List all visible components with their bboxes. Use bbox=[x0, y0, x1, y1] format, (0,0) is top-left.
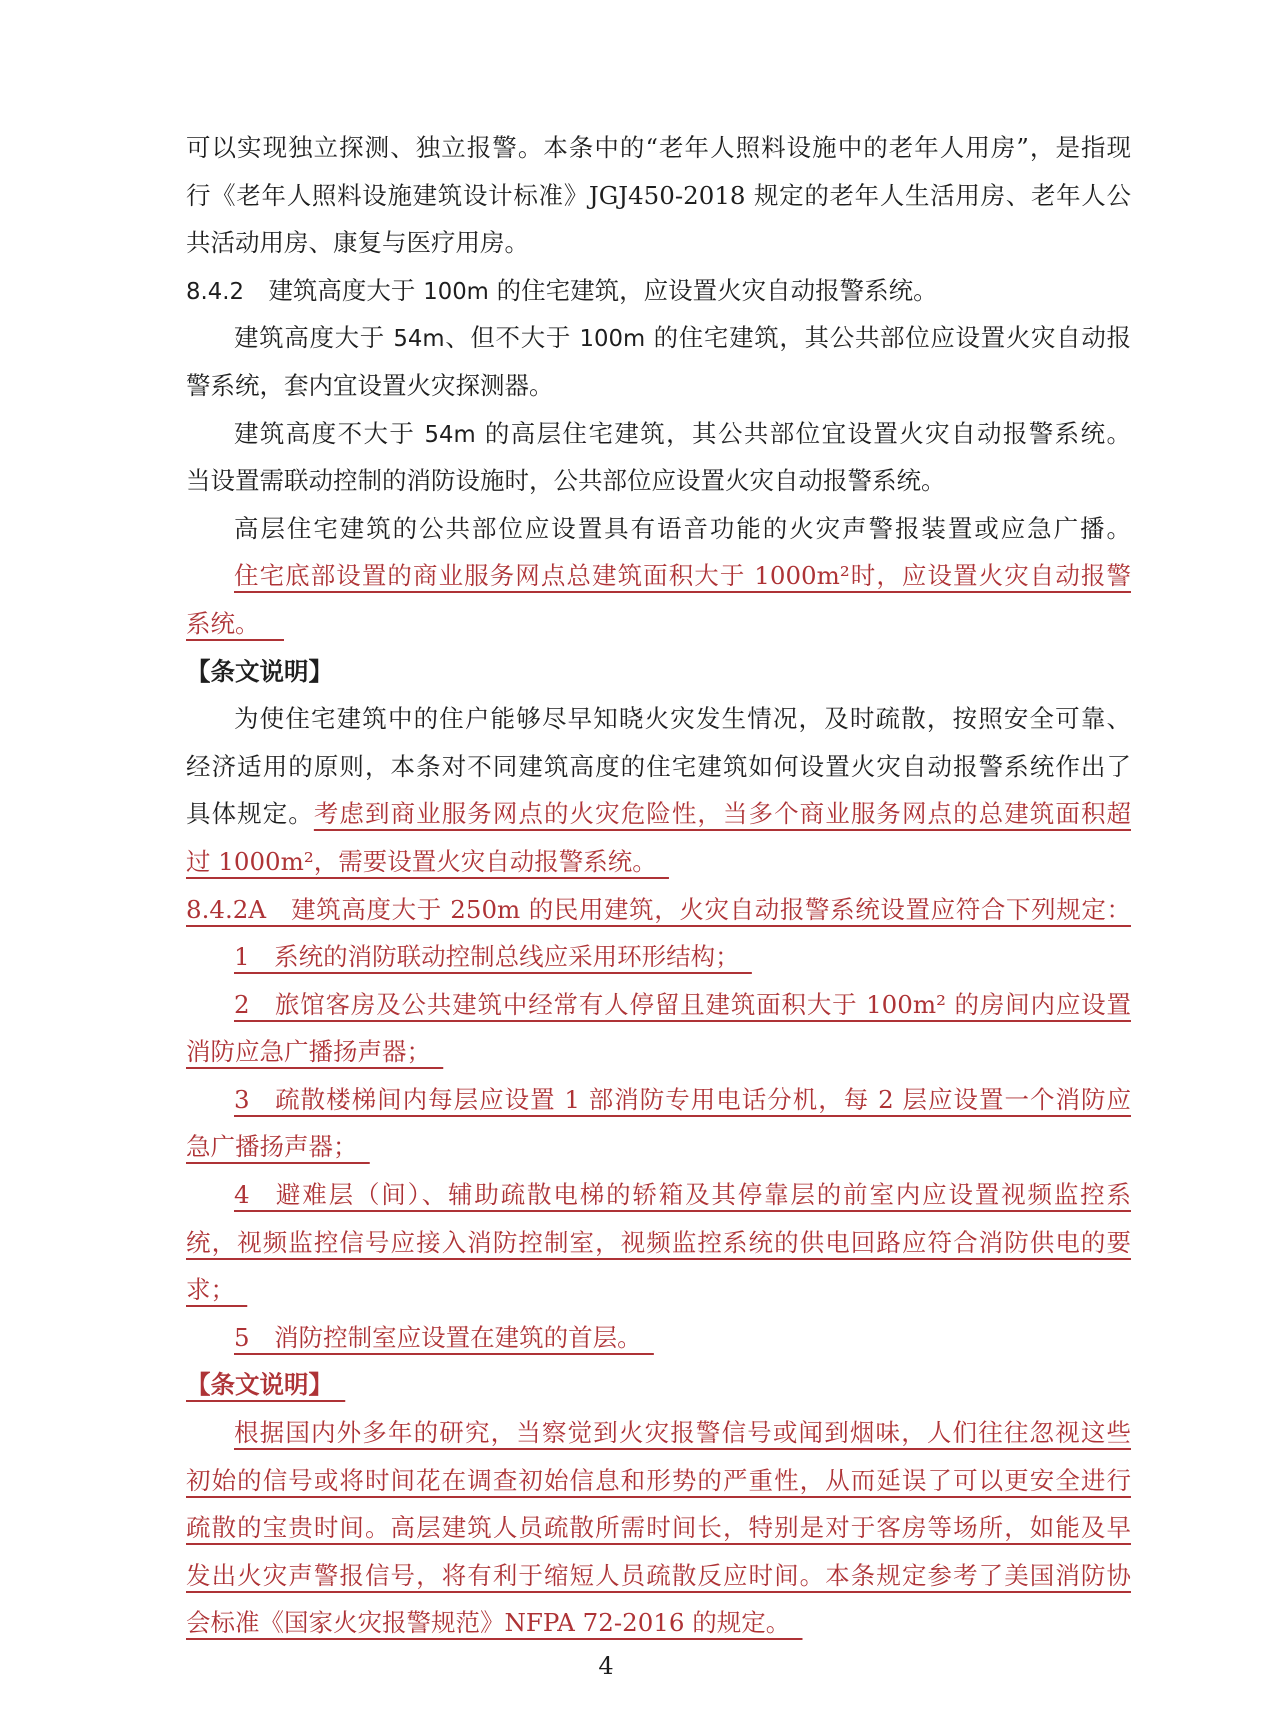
revision-text: 住宅底部设置的商业服务网点总建筑面积大于 1000m²时，应设置火灾自动报警 bbox=[234, 561, 1131, 591]
revision-text: 5 消防控制室应设置在建筑的首层。 bbox=[234, 1322, 654, 1352]
text-line bbox=[186, 124, 1131, 172]
text-line bbox=[186, 267, 1131, 315]
revision-text: 疏散的宝贵时间。高层建筑人员疏散所需时间长，特别是对于客房等场所，如能及早 bbox=[186, 1513, 1131, 1543]
text-line bbox=[186, 695, 1131, 743]
text-line bbox=[186, 1599, 1131, 1647]
body-text: 建筑高度大于 bbox=[234, 323, 394, 353]
text-line bbox=[186, 1028, 1131, 1076]
text-line bbox=[186, 648, 1131, 696]
body-text: 的住宅建筑，应设置火灾自动报警系统。 bbox=[488, 275, 938, 305]
revision-text: 急广播扬声器； bbox=[186, 1132, 370, 1162]
text-line bbox=[186, 1266, 1131, 1314]
body-text: 可以实现独立探测、独立报警。本条中的“老年人照料设施中的老年人用房”，是指现 bbox=[186, 133, 1131, 162]
body-text: 的高层住宅建筑，其公共部位宜设置火灾自动报警系统。 bbox=[475, 418, 1131, 448]
body-text: 警系统，套内宜设置火灾探测器。 bbox=[186, 370, 554, 400]
body-text: 【条文说明】 bbox=[186, 656, 333, 686]
revision-text: 4 避难层（间）、辅助疏散电梯的轿箱及其停靠层的前室内应设置视频监控系 bbox=[234, 1180, 1131, 1210]
body-text: 高层住宅建筑的公共部位应设置具有语音功能的火灾声警报装置或应急广播。 bbox=[234, 513, 1131, 543]
text-line bbox=[186, 838, 1131, 886]
revision-text: 消防应急广播扬声器； bbox=[186, 1037, 444, 1067]
text-line bbox=[186, 1409, 1131, 1457]
text-line bbox=[186, 1123, 1131, 1171]
revision-text: 统，视频监控信号应接入消防控制室，视频监控系统的供电回路应符合消防供电的要 bbox=[186, 1227, 1131, 1257]
text-line bbox=[186, 981, 1131, 1029]
revision-text: 8.4.2A 建筑高度大于 250m 的民用建筑，火灾自动报警系统设置应符合下列规定： bbox=[186, 894, 1131, 924]
revision-text: 系统。 bbox=[186, 608, 284, 638]
text-line bbox=[186, 1219, 1131, 1267]
revision-text: 会标准《国家火灾报警规范》NFPA 72-2016 的规定。 bbox=[186, 1608, 803, 1638]
revision-text: 根据国内外多年的研究，当察觉到火灾报警信号或闻到烟味，人们往往忽视这些 bbox=[234, 1418, 1131, 1448]
body-text: 建筑高度大于 bbox=[243, 275, 424, 305]
text-line bbox=[186, 457, 1131, 505]
text-line bbox=[186, 362, 1131, 410]
text-line bbox=[186, 790, 1131, 838]
body-text: 建筑高度不大于 bbox=[234, 418, 425, 448]
body-text: 100m bbox=[423, 278, 489, 305]
text-line bbox=[186, 172, 1131, 220]
body-text: 当设置需联动控制的消防设施时，公共部位应设置火灾自动报警系统。 bbox=[186, 466, 946, 496]
body-text: 8.4.2 bbox=[186, 278, 244, 305]
text-line bbox=[186, 886, 1131, 934]
text-line bbox=[186, 600, 1131, 648]
text-line bbox=[186, 314, 1131, 362]
body-text: 54m bbox=[393, 326, 445, 353]
text-line bbox=[186, 743, 1131, 791]
revision-text: 3 疏散楼梯间内每层应设置 1 部消防专用电话分机，每 2 层应设置一个消防应 bbox=[234, 1084, 1131, 1114]
body-text: 54m bbox=[424, 421, 476, 448]
body-text: 100m bbox=[579, 326, 646, 353]
text-line bbox=[186, 219, 1131, 267]
text-line bbox=[186, 505, 1131, 553]
text-line bbox=[186, 1171, 1131, 1219]
revision-text: 过 1000m²，需要设置火灾自动报警系统。 bbox=[186, 846, 669, 876]
text-line bbox=[186, 1314, 1131, 1362]
text-line bbox=[186, 1457, 1131, 1505]
text-line bbox=[186, 1504, 1131, 1552]
page-number: 4 bbox=[598, 1652, 614, 1680]
body-text: 具体规定。 bbox=[186, 799, 314, 829]
text-line bbox=[186, 933, 1131, 981]
body-text: 的住宅建筑，其公共部位应设置火灾自动报 bbox=[645, 323, 1131, 353]
revision-text: 2 旅馆客房及公共建筑中经常有人停留且建筑面积大于 100m² 的房间内应设置 bbox=[234, 989, 1131, 1019]
body-text: 为使住宅建筑中的住户能够尽早知晓火灾发生情况，及时疏散，按照安全可靠、 bbox=[234, 704, 1131, 734]
body-text: 、但不大于 bbox=[444, 323, 580, 353]
text-line bbox=[186, 552, 1131, 600]
document-body bbox=[186, 124, 1131, 1647]
revision-text: 考虑到商业服务网点的火灾危险性，当多个商业服务网点的总建筑面积超 bbox=[313, 799, 1131, 829]
revision-text: 初始的信号或将时间花在调查初始信息和形势的严重性，从而延误了可以更安全进行 bbox=[186, 1465, 1131, 1495]
revision-text: 【条文说明】 bbox=[186, 1370, 346, 1400]
text-line bbox=[186, 1361, 1131, 1409]
body-text: 经济适用的原则，本条对不同建筑高度的住宅建筑如何设置火灾自动报警系统作出了 bbox=[186, 751, 1131, 781]
revision-text: 1 系统的消防联动控制总线应采用环形结构； bbox=[234, 942, 752, 972]
body-text: 共活动用房、康复与医疗用房。 bbox=[186, 228, 529, 258]
text-line bbox=[186, 1552, 1131, 1600]
revision-text: 求； bbox=[186, 1275, 248, 1305]
text-line bbox=[186, 410, 1131, 458]
body-text: 行《老年人照料设施建筑设计标准》JGJ450-2018 规定的老年人生活用房、老年人公 bbox=[186, 180, 1131, 210]
text-line bbox=[186, 1076, 1131, 1124]
revision-text: 发出火灾声警报信号，将有利于缩短人员疏散反应时间。本条规定参考了美国消防协 bbox=[186, 1560, 1131, 1590]
